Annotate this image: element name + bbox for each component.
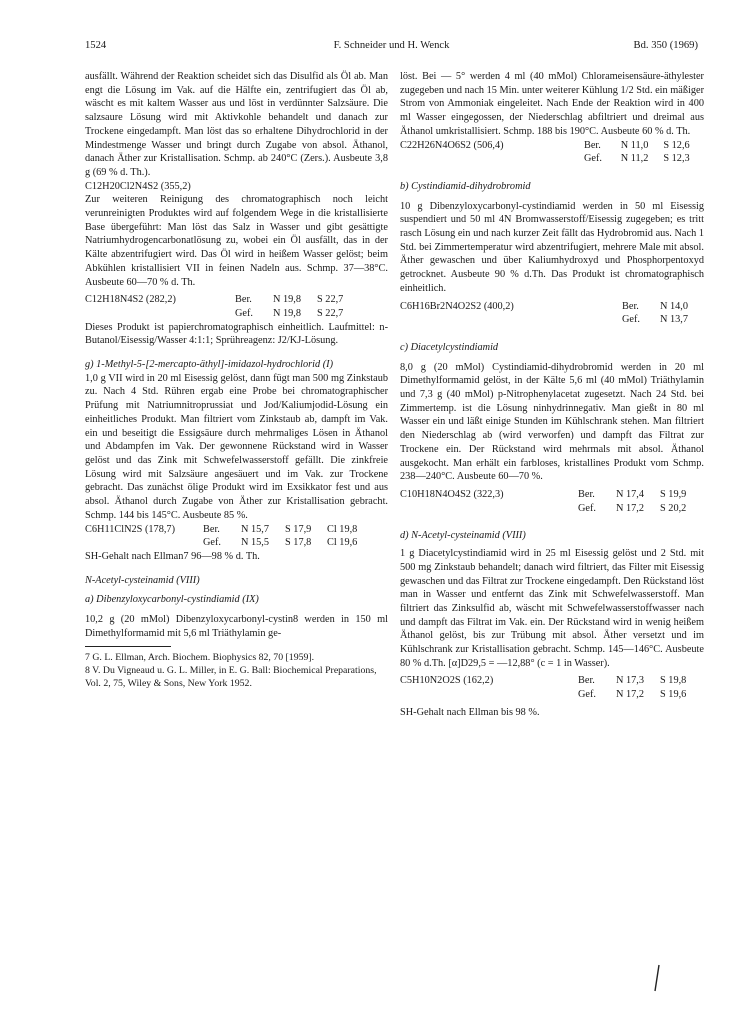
- footnote: 7 G. L. Ellman, Arch. Biochem. Biophysics 82, 70 [1959].: [85, 652, 315, 664]
- analysis-calculated: C5H10N2O2S (162,2) Ber. N 17,3 S 19,8: [400, 675, 687, 687]
- formula: C12H18N4S2 (282,2): [85, 294, 176, 306]
- analysis-calculated: C10H18N4O4S2 (322,3) Ber. N 17,4 S 19,9: [400, 488, 687, 500]
- paragraph: 1,0 g VII wird in 20 ml Eisessig gelöst, dann fügt man 500 mg Zinkstaub zu. Nach 4 Std. Rühren ergab eine Probe bei chromatographischer Prüfung mit Natriumnitroprussiat und Jod/Kaliumjodid-Lösung ein einheitliches Produkt. Man filtriert vom Zinkstaub ab, dampft im Vak. ein und beseitigt die Essigsäure durch mehrmaliges Lösen in Äthanol und Abdampfen im Vak. Der gewonnene Rückstand wird in Wasser gelöst und das Zink mit Schwefelwasserstoff gefällt. Die zinkfreie Lösung wird mit Salzsäure angesäuert und im Vak. zur Trockene gebracht. Das zunächst ölige Produkt wird im Exsikkator fest und aus absol. Äthanol durch Zugabe von Äther zur Kristallisation gebracht. Schmp. 144 bis 145°C. Ausbeute 85 %.: [85, 372, 388, 521]
- section-heading: d) N-Acetyl-cysteinamid (VIII): [400, 530, 526, 542]
- section-heading: N-Acetyl-cysteinamid (VIII): [85, 574, 200, 586]
- right-column: [400, 70, 704, 720]
- formula: C6H11ClN2S (178,7): [85, 523, 176, 535]
- paragraph: 1 g Diacetylcystindiamid wird in 25 ml Eisessig gelöst und 2 Std. mit 500 mg Zinkstaub behandelt; danach wird filtriert, das Filter mit Eisessig gewaschen und das Filtrat zur Trockene eingedampft. Den Rückstand löst man in Wasser und entfernt das Zink mit Schwefelwasserstoff. Man filtriert das Zinksulfid ab, wäscht mit Schwefelwasserstoffwasser nach und dampft das Filtrat im Vak. ein. Der Rückstand wird in wenig heißem Äthanol gelöst, bis zur Trübung mit absol. Äther versetzt und im Kühlschrank zur Kristallisation gebracht. Schmp. 145—146°C. Ausbeute 80 % d.Th. [α]D29,5 = —12,88° (c = 1 in Wasser).: [400, 548, 704, 669]
- paragraph: löst. Bei — 5° werden 4 ml (40 mMol) Chlorameisensäure-äthylester zugegeben und nach 15 Min. unter weiterer Kühlung 1/2 Std. ein mäßiger Strom von Ammoniak eingeleitet. Nach Ende der Reaktion wird in 400 ml Wasser eingegossen, der Niederschlag abfiltriert und dreimal aus Äthanol umkristallisiert. Schmp. 188 bis 190°C. Ausbeute 60 % d. Th.: [400, 71, 704, 137]
- section-heading: g) 1-Methyl-5-[2-mercapto-äthyl]-imidazol-hydrochlorid (I): [85, 359, 334, 371]
- paragraph: ausfällt. Während der Reaktion scheidet sich das Disulfid als Öl ab. Man engt die Lösung im Vak. auf die Hälfte ein, zentrifugiert das Öl ab, wäscht es mit kaltem Wasser aus und löst in verdünnter Salzsäure. Die salzsaure Lösung wird mit Aktivkohle behandelt und danach zur Trockene eingedampft. Man löst das so erhaltene Dihydrochlorid in der Mindestmenge Wasser und bringt durch Zugabe von absol. Äthanol, danach Äther zur Kristallisation. Schmp. ab 240°C (Zers.). Ausbeute 3,8 g (69 % d. Th.).: [85, 71, 388, 178]
- paragraph: SH-Gehalt nach Ellman7 96—98 % d. Th.: [85, 550, 260, 562]
- paragraph: 10 g Dibenzyloxycarbonyl-cystindiamid werden in 50 ml Eisessig suspendiert und 50 ml 4N Bromwasserstoff/Eisessig zugegeben; es tritt rasch Lösung ein und nach kurzer Zeit fällt das Hydrobromid aus. Nach 1 Std. bei Zimmertemperatur wird abzentrifugiert, mehrere Male mit absol. Äther gewaschen und über Kaliumhydroxyd und Phosphorpentoxyd getrocknet. Ausbeute 90 % d.Th. Das Produkt ist chromatographisch einheitlich.: [400, 200, 704, 294]
- section-heading: a) Dibenzyloxycarbonyl-cystindiamid (IX): [85, 594, 259, 606]
- paragraph: Zur weiteren Reinigung des chromatographisch noch leicht verunreinigten Produktes wird auf folgendem Wege in die kristallisierte Base übergeführt: Man löst das Salz in Wasser und gibt gesättigte Natriumhydrogencarbonatlösung zu, wobei ein Öl ausfällt, das in der Kälte abzentrifugiert wird. Das Öl wird in heißem Wasser gelöst; beim Abkühlen kristallisiert VII in feinen Nadeln aus. Schmp. 37—38°C. Ausbeute 60—70 % d. Th.: [85, 194, 388, 288]
- analysis-calculated: C22H26N4O6S2 (506,4) Ber. N 11,0 S 12,6: [400, 139, 690, 151]
- running-title: F. Schneider und H. Wenck: [333, 40, 450, 51]
- analysis-found: Gef. N 17,2 S 20,2: [578, 502, 687, 514]
- running-header: [85, 40, 698, 56]
- formula: C10H18N4O4S2 (322,3): [400, 488, 504, 500]
- footnote: 8 V. Du Vigneaud u. G. L. Miller, in E. G. Ball: Biochemical Preparations, Vol. 2, 75, Wiley & Sons, New York 1952.: [85, 665, 377, 690]
- analysis-found: Gef. N 13,7: [622, 314, 689, 326]
- analysis-found: Gef. N 17,2 S 19,6: [578, 689, 687, 701]
- analysis-calculated: C12H18N4S2 (282,2) Ber. N 19,8 S 22,7: [85, 294, 344, 306]
- analysis-calculated: C6H11ClN2S (178,7) Ber. N 15,7 S 17,9 Cl 19,8: [85, 523, 358, 535]
- paragraph: 8,0 g (20 mMol) Cystindiamid-dihydrobromid werden in 20 ml Dimethylformamid gelöst, in der Kälte 5,6 ml (40 mMol) Triäthylamin und 7,3 g (40 mMol) p-Nitrophenylacetat zugesetzt. Nach 24 Std. bei Zimmertemp. ist die Lösung ninhydrinnegativ. Man gießt in 80 ml Wasser ein und läßt einige Stunden im Kühlschrank stehen. Man filtriert den Niederschlag ab (wird verworfen) und dampft das Filtrat zur Trockene ein. Der Rückstand wird mehrmals mit absol. Äthanol ausgekocht. Man erhält ein farbloses, kristallines Produkt vom Schmp. 238—240°C. Ausbeute 60—70 %.: [400, 361, 704, 483]
- pen-stroke-mark: [650, 963, 664, 993]
- analysis-found: Gef. N 19,8 S 22,7: [235, 307, 344, 319]
- formula-line: [85, 180, 388, 194]
- analysis-found: Gef. N 11,2 S 12,3: [583, 153, 690, 165]
- paragraph: 10,2 g (20 mMol) Dibenzyloxycarbonyl-cystin8 werden in 150 ml Dimethylformamid mit 5,6 ml Triäthylamin ge-: [85, 614, 388, 639]
- formula: C6H16Br2N4O2S2 (400,2): [400, 300, 514, 312]
- left-column: [85, 70, 388, 690]
- formula: C5H10N2O2S (162,2): [400, 675, 494, 687]
- footnote-rule: [85, 646, 171, 647]
- section-heading: c) Diacetylcystindiamid: [400, 341, 499, 353]
- page-number: 1524: [85, 40, 107, 51]
- journal-volume: Bd. 350 (1969): [633, 40, 698, 51]
- analysis-calculated: C6H16Br2N4O2S2 (400,2) Ber. N 14,0: [400, 300, 689, 312]
- paragraph: Dieses Produkt ist papierchromatographisch einheitlich. Laufmittel: n-Butanol/Eisessig/Wasser 4:1:1; Sprühreagenz: J2/KJ-Lösung.: [85, 321, 388, 347]
- paragraph: SH-Gehalt nach Ellman bis 98 %.: [400, 706, 540, 718]
- analysis-found: Gef. N 15,5 S 17,8 Cl 19,6: [203, 537, 358, 549]
- section-heading: b) Cystindiamid-dihydrobromid: [400, 180, 531, 192]
- formula: C12H20Cl2N4S2 (355,2): [85, 180, 191, 192]
- footnotes: [85, 651, 388, 690]
- formula: C22H26N4O6S2 (506,4): [400, 139, 504, 151]
